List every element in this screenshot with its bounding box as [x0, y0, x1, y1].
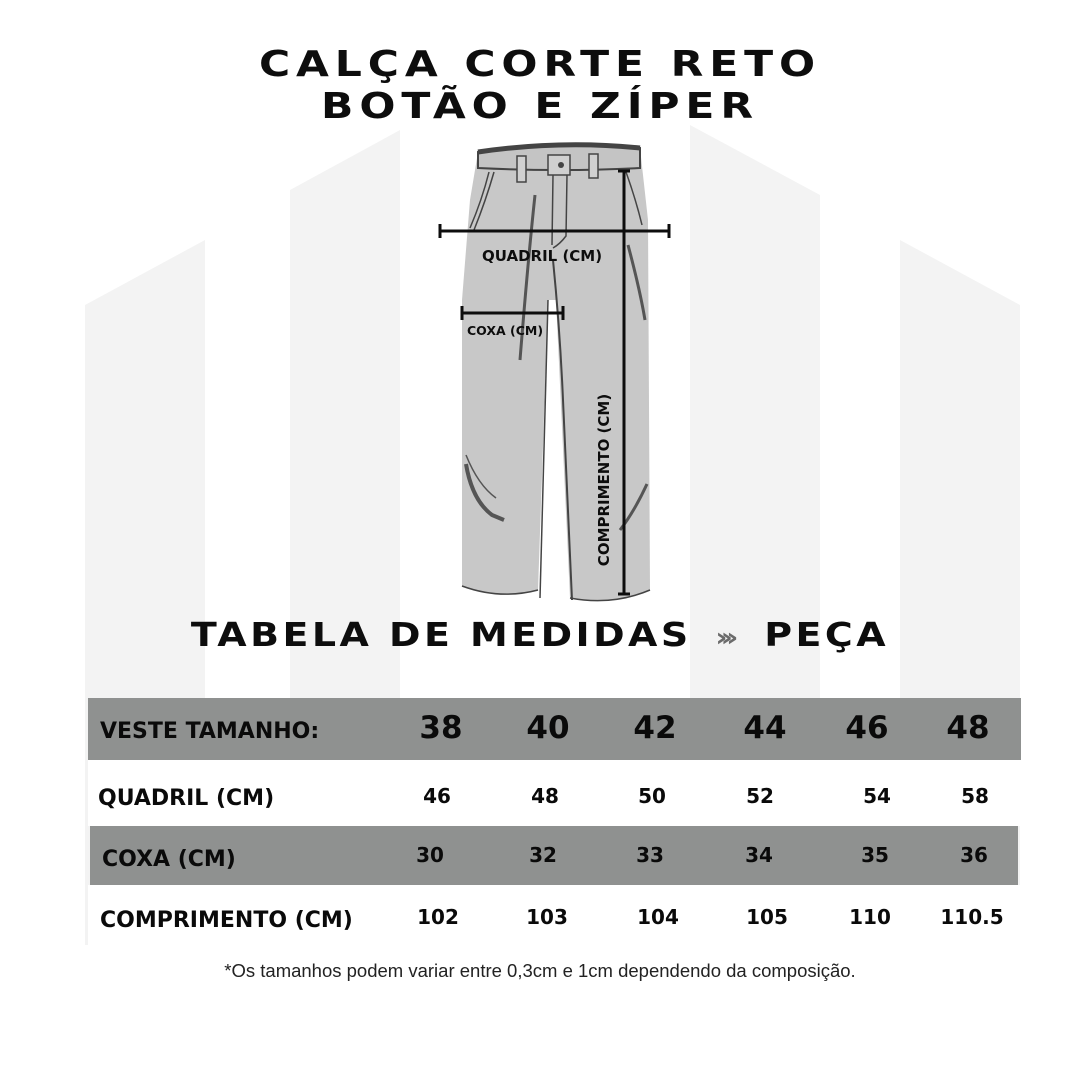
value-cell: 30 [416, 843, 444, 867]
value-cell: 58 [961, 784, 989, 808]
size-variation-footnote: *Os tamanhos podem variar entre 0,3cm e 1cm dependendo da composição. [224, 960, 856, 981]
product-title-line-1: CALÇA CORTE RETO [258, 44, 822, 85]
value-cell: 105 [746, 905, 788, 929]
comprimento-measure-label: COMPRIMENTO (CM) [595, 393, 613, 567]
size-cell: 40 [526, 710, 570, 746]
size-cell: 46 [845, 710, 889, 746]
table-row-coxa [90, 826, 1018, 885]
value-cell: 35 [861, 843, 889, 867]
value-cell: 110 [849, 905, 891, 929]
value-cell: 34 [745, 843, 773, 867]
size-cell: 44 [743, 710, 787, 746]
row-label: QUADRIL (CM) [98, 786, 275, 811]
size-cell: 38 [419, 710, 463, 746]
value-cell: 32 [529, 843, 557, 867]
size-cell: 48 [946, 710, 990, 746]
value-cell: 104 [637, 905, 679, 929]
size-chart-heading [0, 615, 1080, 654]
value-cell: 52 [746, 784, 774, 808]
row-label: COXA (CM) [102, 847, 236, 872]
table-row-quadril [88, 760, 1020, 826]
heading-label: TABELA DE MEDIDAS [190, 615, 692, 654]
value-cell: 102 [417, 905, 459, 929]
table-header-row [88, 698, 1021, 760]
triple-chevron-icon: ››› [715, 623, 732, 653]
value-cell: 50 [638, 784, 666, 808]
value-cell: 48 [531, 784, 559, 808]
row-label: COMPRIMENTO (CM) [100, 908, 353, 933]
value-cell: 54 [863, 784, 891, 808]
value-cell: 46 [423, 784, 451, 808]
quadril-measure-label: QUADRIL (CM) [482, 247, 603, 265]
value-cell: 103 [526, 905, 568, 929]
table-row-comprimento [88, 885, 1020, 947]
size-header-label: VESTE TAMANHO: [100, 719, 320, 744]
value-cell: 110.5 [940, 905, 1004, 929]
size-cell: 42 [633, 710, 677, 746]
heading-piece-label: PEÇA [764, 615, 890, 654]
pants-measurement-diagram [420, 140, 680, 610]
value-cell: 33 [636, 843, 664, 867]
coxa-measure-label: COXA (CM) [467, 323, 544, 338]
product-title-line-2: BOTÃO E ZÍPER [321, 86, 759, 127]
value-cell: 36 [960, 843, 988, 867]
